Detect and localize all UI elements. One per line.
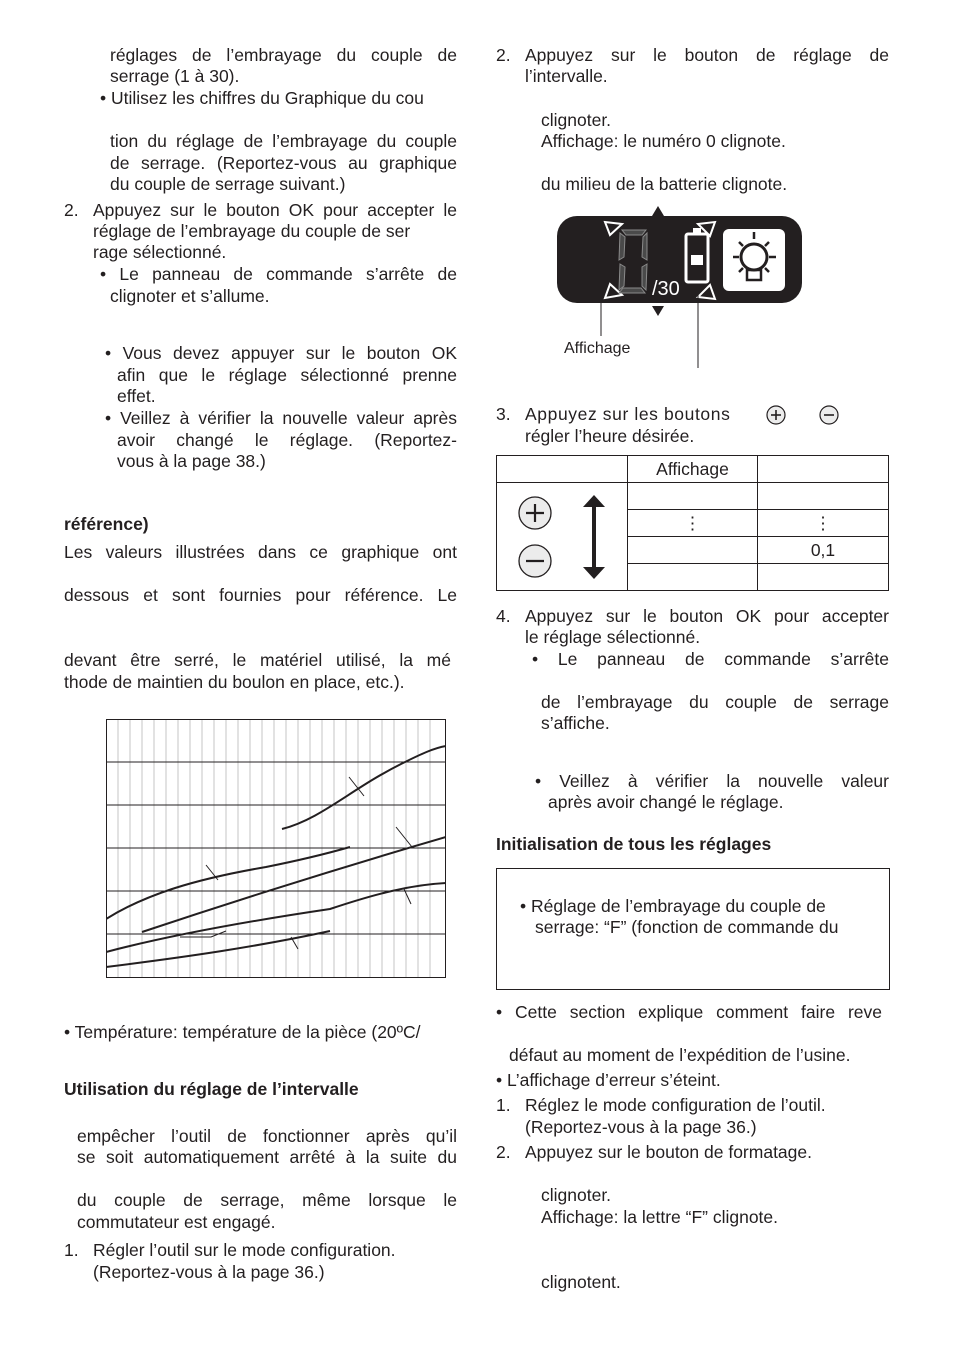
table-cell — [758, 564, 889, 591]
display-table — [496, 455, 889, 591]
bullet-item: • Le panneau de commande s’arrête — [532, 649, 889, 669]
bullet-item: • Utilisez les chiffres du Graphique du cou — [100, 88, 424, 108]
paragraph-line: commutateur est engagé. — [77, 1212, 276, 1232]
table-cell — [758, 483, 889, 510]
text-line: de serrage. (Reportez-vous au graphique — [110, 153, 457, 173]
up-down-arrow-icon — [583, 495, 605, 579]
step-text: Affichage: la lettre “F” clignote. — [541, 1207, 779, 1227]
torque-graph — [106, 719, 446, 978]
table-cell: 0,1 — [758, 537, 889, 564]
step-text: Régler l’outil sur le mode configuration. — [93, 1240, 396, 1260]
table-cell — [497, 456, 628, 483]
step-text: clignoter. — [541, 110, 612, 130]
step-number: 1. — [64, 1240, 79, 1260]
plus-button-icon — [765, 404, 787, 426]
note-item: • Vous devez appuyer sur le bouton OK — [105, 343, 457, 363]
button-cell — [497, 483, 628, 591]
paragraph-line: empêcher l’outil de fonctionner après qu’il — [77, 1126, 457, 1146]
minus-button-icon — [519, 545, 551, 577]
table-cell — [758, 456, 889, 483]
note-item: vous à la page 38.) — [117, 451, 266, 471]
step-text: Appuyez sur le bouton de réglage de — [525, 45, 889, 65]
up-arrow-indicator — [652, 206, 664, 216]
curve-2 — [282, 746, 446, 829]
note-item: afin que le réglage sélectionné prenne — [117, 365, 457, 385]
graph-leader-lines — [180, 777, 412, 949]
panel-max-label: /30 — [652, 278, 680, 300]
bullet-item: s’affiche. — [541, 713, 610, 733]
table-header: Affichage — [628, 456, 758, 483]
step-text: Appuyez sur le bouton OK pour accepter — [525, 606, 889, 626]
step-text: l’intervalle. — [525, 66, 608, 86]
bullet-item: • Le panneau de commande s’arrête de — [100, 264, 457, 284]
note-item: • Veillez à vérifier la nouvelle valeur — [535, 771, 889, 791]
curve-1 — [106, 847, 350, 919]
bullet-item: • Température: température de la pièce (20ºC/ — [64, 1022, 421, 1042]
section-heading: Initialisation de tous les réglages — [496, 834, 772, 854]
minus-button-icon — [818, 404, 840, 426]
info-box-line: • Réglage de l’embrayage du couple de — [520, 896, 826, 916]
text-line: serrage (1 à 30). — [110, 66, 240, 86]
step-text: du milieu de la batterie clignote. — [541, 174, 788, 194]
step-text: clignoter. — [541, 1185, 612, 1205]
step-number: 2. — [496, 45, 511, 65]
curve-5 — [106, 931, 330, 967]
graph-grid-horizontal — [106, 762, 446, 934]
plus-button-icon — [519, 497, 551, 529]
step-text: (Reportez-vous à la page 36.) — [525, 1117, 757, 1137]
note-item: effet. — [117, 386, 156, 406]
note-item: • Veillez à vérifier la nouvelle valeur après — [105, 408, 457, 428]
step-number: 2. — [496, 1142, 511, 1162]
step-text: régler l’heure désirée. — [525, 426, 695, 446]
text-line: réglages de l’embrayage du couple de — [110, 45, 457, 65]
note-item: après avoir changé le réglage. — [548, 792, 784, 812]
step-text: Réglez le mode configuration de l’outil. — [525, 1095, 826, 1115]
bullet-item: clignoter et s’allume. — [110, 286, 270, 306]
paragraph-line: thode de maintien du boulon en place, etc.). — [64, 672, 405, 692]
bullet-item: • L’affichage d’erreur s’éteint. — [496, 1070, 721, 1090]
paragraph-line: Les valeurs illustrées dans ce graphique ont — [64, 542, 457, 562]
paragraph-line: dessous et sont fournies pour référence. Le — [64, 585, 457, 605]
step-text: clignotent. — [541, 1272, 621, 1292]
step-text: réglage de l’embrayage du couple de ser — [93, 221, 411, 241]
step-text: le réglage sélectionné. — [525, 627, 701, 647]
text-line: tion du réglage de l’embrayage du couple — [110, 131, 457, 151]
paragraph-line: se soit automatiquement arrêté à la suite du — [77, 1147, 457, 1167]
section-heading: Utilisation du réglage de l’intervalle — [64, 1079, 359, 1099]
panel-label: Affichage — [564, 340, 631, 357]
table-cell — [628, 564, 758, 591]
table-cell: ⋮ — [628, 510, 758, 537]
step-text: Appuyez sur le bouton de formatage. — [525, 1142, 812, 1162]
step-text: Affichage: le numéro 0 clignote. — [541, 131, 786, 151]
step-text: Appuyez sur le bouton OK pour accepter le — [93, 200, 457, 220]
text-line: du couple de serrage suivant.) — [110, 174, 346, 194]
step-text: (Reportez-vous à la page 36.) — [93, 1262, 325, 1282]
button-arrow-graphic — [515, 493, 611, 583]
bullet-item: de l’embrayage du couple de serrage — [541, 692, 889, 712]
section-heading: référence) — [64, 514, 149, 534]
table-cell — [628, 537, 758, 564]
step-text: Appuyez sur les boutons — [525, 404, 731, 424]
light-bulb-icon — [723, 229, 785, 291]
table-cell: ⋮ — [758, 510, 889, 537]
bullet-item: • Cette section explique comment faire reve — [496, 1002, 882, 1022]
step-text: rage sélectionné. — [93, 242, 227, 262]
step-number: 3. — [496, 404, 511, 424]
step-number: 1. — [496, 1095, 511, 1115]
bullet-item: défaut au moment de l’expédition de l’usine. — [509, 1045, 851, 1065]
table-cell — [628, 483, 758, 510]
info-box-line: serrage: “F” (fonction de commande du — [535, 917, 839, 937]
paragraph-line: du couple de serrage, même lorsque le — [77, 1190, 457, 1210]
paragraph-line: devant être serré, le matériel utilisé, la mé — [64, 650, 451, 670]
note-item: avoir changé le réglage. (Reportez- — [117, 430, 457, 450]
step-number: 2. — [64, 200, 79, 220]
step-number: 4. — [496, 606, 511, 626]
